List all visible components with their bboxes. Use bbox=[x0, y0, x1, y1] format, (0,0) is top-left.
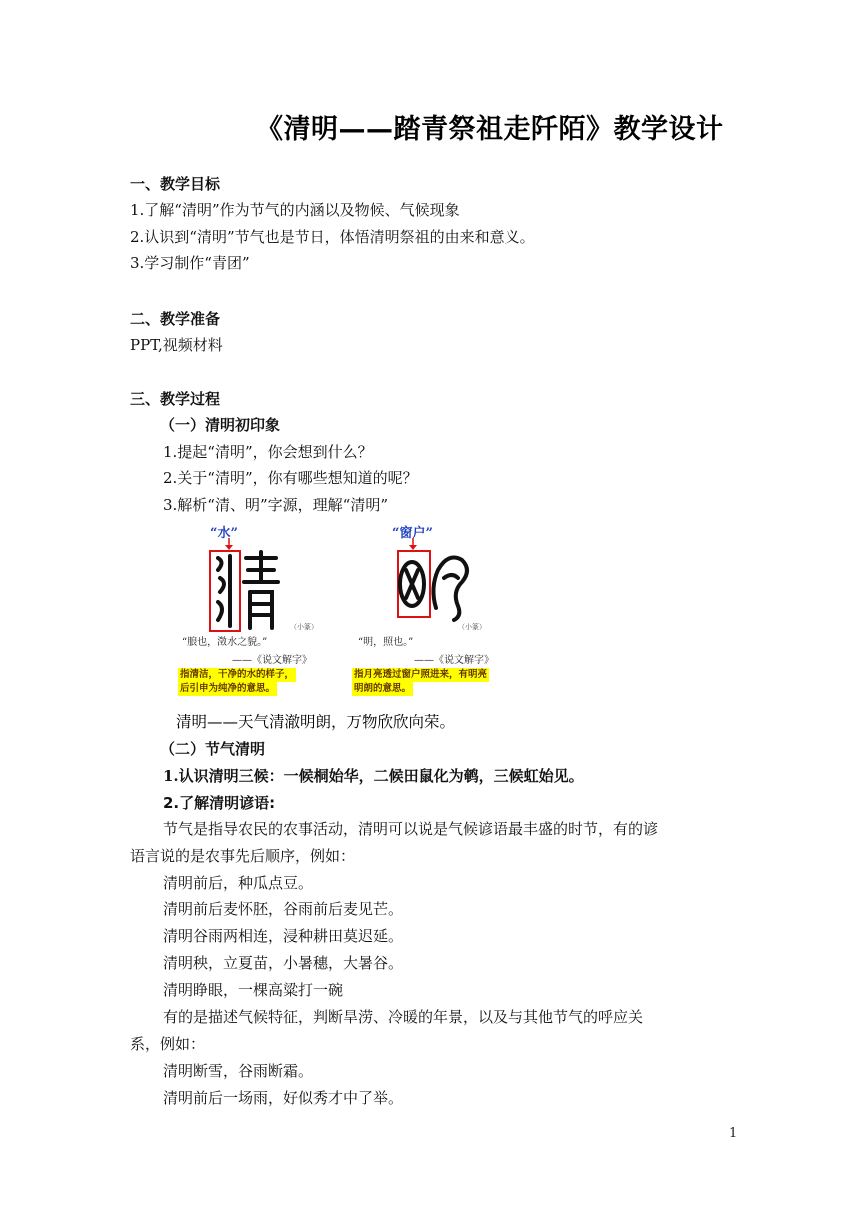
process-item: 2.关于“清明”，你有哪些想知道的呢？ bbox=[163, 469, 418, 487]
character-origin-figure bbox=[176, 520, 526, 702]
proverb-line: 清明前后，种瓜点豆。 bbox=[163, 874, 314, 892]
preparation-text: PPT,视频材料 bbox=[130, 336, 223, 354]
process-item: 1.提起“清明”，你会想到什么？ bbox=[163, 443, 373, 461]
process-item: 3.解析“清、明”字源，理解“清明” bbox=[163, 496, 388, 514]
proverb-line: 清明断雪，谷雨断霜。 bbox=[163, 1062, 314, 1080]
qingming-summary: 清明——天气清澈明朗，万物欣欣向荣。 bbox=[176, 713, 456, 731]
shuowen-source: ——《说文解字》 bbox=[232, 655, 312, 666]
qing-panel bbox=[176, 520, 348, 702]
seal-tag: （小篆） bbox=[290, 623, 318, 631]
ming-panel bbox=[352, 520, 524, 702]
section-heading-process: 三、教学过程 bbox=[130, 390, 221, 408]
proverb-line: 清明谷雨两相连，浸种耕田莫迟延。 bbox=[163, 927, 404, 945]
meaning-note-line: 指月亮透过窗户照进来，有明亮 bbox=[354, 669, 488, 680]
objective-item: 2.认识到“清明”节气也是节日，体悟清明祭祖的由来和意义。 bbox=[130, 228, 535, 246]
proverb-line: 清明前后一场雨，好似秀才中了举。 bbox=[163, 1089, 404, 1107]
seal-tag: （小篆） bbox=[458, 623, 486, 631]
subsection-heading-impression: （一）清明初印象 bbox=[160, 416, 281, 434]
paragraph-line: 有的是描述气候特征，判断旱涝、冷暖的年景，以及与其他节气的呼应关 bbox=[163, 1008, 644, 1026]
paragraph-line: 语言说的是农事先后顺序，例如： bbox=[130, 847, 356, 865]
water-label: “水” bbox=[210, 526, 238, 541]
seal-script-qing-glyph bbox=[212, 550, 284, 634]
section-heading-objectives: 一、教学目标 bbox=[130, 175, 221, 193]
arrow-down-icon bbox=[224, 538, 234, 550]
page-title: 《清明——踏青祭祖走阡陌》教学设计 bbox=[256, 114, 724, 145]
window-label: “窗户” bbox=[392, 526, 433, 541]
meaning-note-line: 后引申为纯净的意思。 bbox=[180, 683, 276, 694]
section-heading-preparation: 二、教学准备 bbox=[130, 310, 221, 328]
shuowen-quote: “明，照也。” bbox=[358, 637, 414, 648]
objective-item: 3.学习制作“青团” bbox=[130, 254, 250, 272]
shuowen-source: ——《说文解字》 bbox=[414, 655, 494, 666]
paragraph-line: 节气是指导农民的农事活动，清明可以说是气候谚语最丰盛的时节，有的谚 bbox=[163, 820, 659, 838]
subsection-heading-solar-term: （二）节气清明 bbox=[160, 740, 266, 758]
proverb-line: 清明秧，立夏苗，小暑穗，大暑谷。 bbox=[163, 954, 404, 972]
objective-item: 1.了解“清明”作为节气的内涵以及物候、气候现象 bbox=[130, 201, 460, 219]
meaning-note-line: 指清洁，干净的水的样子， bbox=[180, 669, 295, 680]
shuowen-quote: “朖也，澂水之貌。” bbox=[182, 637, 268, 648]
seal-script-ming-glyph bbox=[396, 548, 476, 624]
proverb-line: 清明前后麦怀胚，谷雨前后麦见芒。 bbox=[163, 900, 404, 918]
proverbs-point: 2.了解清明谚语: bbox=[163, 794, 276, 812]
proverb-line: 清明睁眼，一棵高粱打一碗 bbox=[163, 981, 344, 999]
three-phenology-point: 1.认识清明三候：一候桐始华，二候田鼠化为鹌，三候虹始见。 bbox=[163, 767, 584, 785]
meaning-note-line: 明朗的意思。 bbox=[354, 683, 412, 694]
paragraph-line: 系，例如： bbox=[130, 1035, 206, 1053]
page-number: 1 bbox=[729, 1126, 738, 1141]
